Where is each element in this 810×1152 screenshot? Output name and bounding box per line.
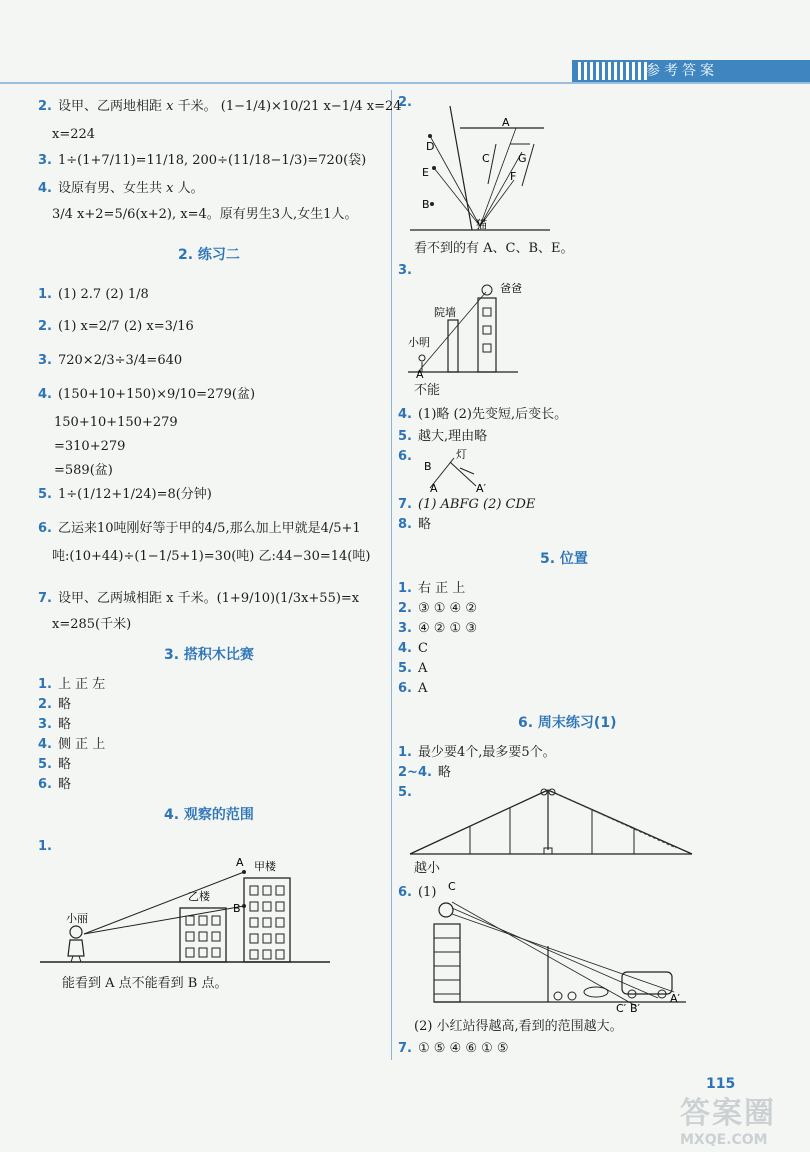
label-o6-aprime: A′ bbox=[476, 482, 487, 494]
figure-buildings-view bbox=[40, 850, 370, 970]
p7-line2: x=285(千米) bbox=[52, 617, 132, 632]
o1-num: 1. bbox=[38, 839, 52, 854]
watermark-url: MXQE.COM bbox=[680, 1132, 768, 1148]
label-o6-a: A bbox=[430, 482, 438, 494]
label-lamp: 灯 bbox=[456, 448, 467, 461]
z6-line: 6. (1) bbox=[398, 885, 437, 900]
label-z6-bprime: B′ bbox=[630, 1002, 641, 1014]
watermark-text: 答案圈 bbox=[680, 1096, 776, 1131]
o3-num: 3. bbox=[398, 263, 412, 278]
label-building-yi: 乙楼 bbox=[188, 890, 210, 903]
label-cat-c: C bbox=[482, 152, 490, 165]
q3-line: 3. 1÷(1+7/11)=11/18, 200÷(11/18−1/3)=720(袋) bbox=[38, 153, 367, 168]
section-title-3: 3. 搭积木比赛 bbox=[164, 647, 254, 663]
o6-num: 6. bbox=[398, 449, 412, 464]
label-z6-aprime: A′ bbox=[670, 992, 681, 1005]
q4-line1: 4. 设原有男、女生共 x 人。 bbox=[38, 181, 204, 196]
section-title-6: 6. 周末练习(1) bbox=[518, 715, 617, 731]
p4-line1: 4. (150+10+150)×9/10=279(盆) bbox=[38, 387, 256, 402]
section-title-5: 5. 位置 bbox=[540, 551, 588, 567]
label-building-jia: 甲楼 bbox=[254, 860, 276, 873]
p5-line: 5. 1÷(1/12+1/24)=8(分钟) bbox=[38, 487, 212, 502]
b4-line: 4. 侧 正 上 bbox=[38, 737, 106, 752]
w4-line: 4. C bbox=[398, 641, 428, 656]
watermark bbox=[680, 1088, 808, 1150]
figure-tower-view bbox=[424, 882, 694, 1014]
p4-line2: 150+10+150+279 bbox=[54, 415, 178, 430]
label-z6-c: C bbox=[448, 882, 456, 893]
header-rule bbox=[0, 82, 810, 84]
w2-line: 2. ③ ① ④ ② bbox=[398, 601, 477, 616]
w3-line: 3. ④ ② ① ③ bbox=[398, 621, 477, 636]
label-cat-e: E bbox=[422, 166, 429, 179]
section-title-4: 4. 观察的范围 bbox=[164, 807, 254, 823]
z7-line: 7. ① ⑤ ④ ⑥ ① ⑤ bbox=[398, 1041, 509, 1056]
label-cat-g: G bbox=[518, 152, 527, 165]
p1-line: 1. (1) 2.7 (2) 1/8 bbox=[38, 287, 149, 302]
label-xiaoming: 小明 bbox=[408, 336, 430, 349]
q2-line2: x=224 bbox=[52, 127, 96, 142]
b1-line: 1. 上 正 左 bbox=[38, 677, 106, 692]
z2-line: 2~4. 略 bbox=[398, 765, 451, 780]
p2-line: 2. (1) x=2/7 (2) x=3/16 bbox=[38, 319, 194, 334]
label-point-a: A bbox=[236, 856, 244, 869]
column-divider bbox=[391, 90, 392, 1060]
z6-sub2: (2) 小红站得越高,看到的范围越大。 bbox=[414, 1019, 623, 1034]
p4-line3: =310+279 bbox=[54, 439, 126, 454]
o2-num: 2. bbox=[398, 95, 412, 110]
z1-line: 1. 最少要4个,最多要5个。 bbox=[398, 745, 556, 760]
figure-lamp bbox=[420, 448, 510, 494]
p7-line1: 7. 设甲、乙两城相距 x 千米。(1+9/10)(1/3x+55)=x bbox=[38, 591, 360, 606]
o7-line: 7. (1) ABFG (2) CDE bbox=[398, 497, 536, 512]
label-cat: 猫 bbox=[476, 218, 487, 231]
q4-line2: 3/4 x+2=5/6(x+2), x=4。原有男生3人,女生1人。 bbox=[52, 207, 358, 222]
label-dad: 爸爸 bbox=[500, 282, 522, 295]
label-o6-b: B bbox=[424, 460, 432, 473]
b3-line: 3. 略 bbox=[38, 717, 71, 732]
o5-line: 5. 越大,理由略 bbox=[398, 429, 488, 444]
header-title: 参考答案 bbox=[646, 63, 718, 79]
label-cat-d: D bbox=[426, 140, 435, 153]
o2-answer: 看不到的有 A、C、B、E。 bbox=[414, 241, 574, 256]
o4-line: 4. (1)略 (2)先变短,后变长。 bbox=[398, 407, 568, 422]
p6-line1: 6. 乙运来10吨刚好等于甲的4/5,那么加上甲就是4/5+1 bbox=[38, 521, 361, 536]
b5-line: 5. 略 bbox=[38, 757, 71, 772]
q2-line1: 2. 设甲、乙两地相距 x 千米。 (1−1/4)×10/21 x−1/4 x=24 bbox=[38, 99, 402, 114]
z5-answer: 越小 bbox=[414, 861, 441, 876]
figure-roof-truss bbox=[408, 784, 698, 858]
header-stripes bbox=[578, 62, 647, 80]
p6-line2: 吨:(10+44)÷(1−1/5+1)=30(吨) 乙:44−30=14(吨) bbox=[52, 549, 371, 564]
o1-answer: 能看到 A 点不能看到 B 点。 bbox=[62, 976, 228, 991]
o8-line: 8. 略 bbox=[398, 517, 431, 532]
figure-dad-view bbox=[408, 276, 548, 378]
label-person-xiaoli: 小丽 bbox=[66, 912, 88, 925]
b6-line: 6. 略 bbox=[38, 777, 71, 792]
p3-line: 3. 720×2/3÷3/4=640 bbox=[38, 353, 183, 368]
w1-line: 1. 右 正 上 bbox=[398, 581, 466, 596]
label-cat-b: B bbox=[422, 198, 430, 211]
label-point-b: B bbox=[233, 902, 241, 915]
label-z6-cprime: C′ bbox=[616, 1002, 627, 1014]
b2-line: 2. 略 bbox=[38, 697, 71, 712]
label-cat-f: F bbox=[510, 170, 517, 183]
figure-cat-view bbox=[410, 104, 560, 234]
w6-line: 6. A bbox=[398, 681, 428, 696]
label-cat-a: A bbox=[502, 116, 510, 129]
page-number: 115 bbox=[706, 1076, 736, 1092]
w5-line: 5. A bbox=[398, 661, 428, 676]
z5-num: 5. bbox=[398, 785, 412, 800]
label-o3-a: A bbox=[416, 368, 424, 378]
o3-answer: 不能 bbox=[414, 383, 441, 398]
label-courtyard-wall: 院墙 bbox=[434, 306, 456, 319]
p4-line4: =589(盆) bbox=[54, 463, 113, 478]
section-title-2: 2. 练习二 bbox=[178, 247, 240, 263]
